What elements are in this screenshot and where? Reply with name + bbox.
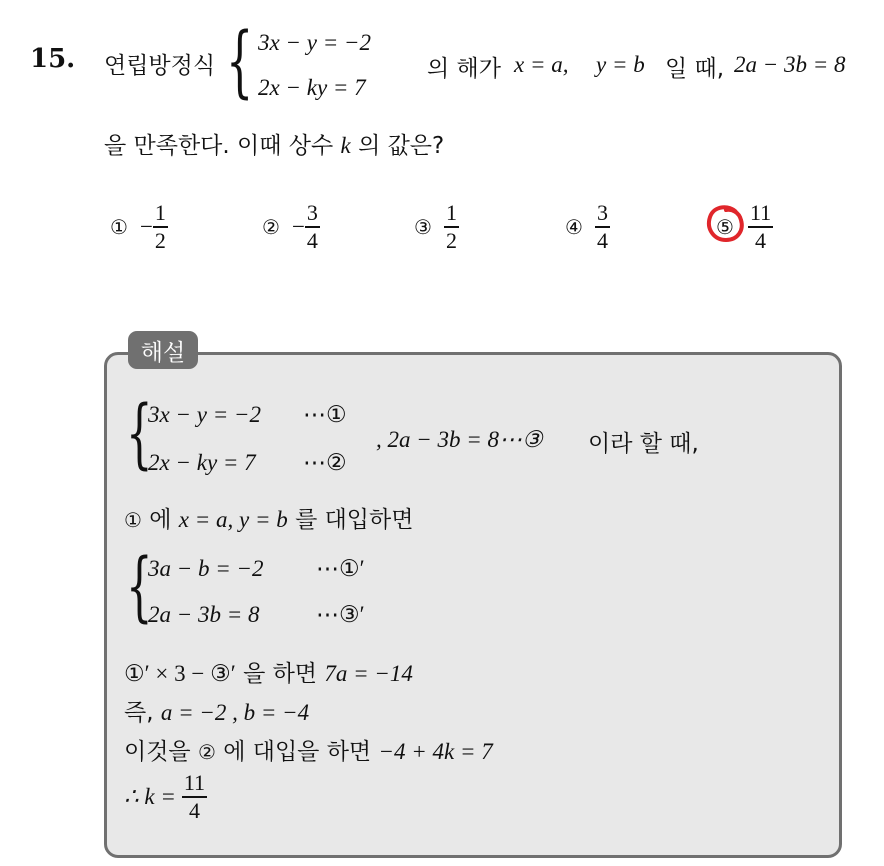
solution-step4 bbox=[124, 733, 493, 766]
option-4-fraction bbox=[595, 200, 610, 254]
question-line2-end: 의 값은? bbox=[358, 133, 445, 159]
solution-sys1-ref-2: ⋯② bbox=[303, 450, 347, 475]
final-lhs: ∴ k = bbox=[124, 783, 176, 809]
option-1-num: 1 bbox=[154, 200, 166, 225]
step1-math: x = a, y = b bbox=[178, 507, 288, 532]
solution-step2 bbox=[124, 655, 413, 688]
option-1-fraction bbox=[153, 200, 168, 254]
option-5-fraction bbox=[748, 200, 773, 254]
solution-sys2-eq-1: 3a − b = −2 bbox=[148, 556, 264, 581]
option-4[interactable] bbox=[565, 200, 610, 254]
option-5-num: 11 bbox=[749, 200, 772, 225]
option-4-num: 3 bbox=[596, 200, 608, 225]
question-when-text: 일 때, bbox=[665, 56, 725, 82]
option-4-den: 4 bbox=[596, 227, 608, 253]
question-k: k bbox=[340, 133, 351, 158]
question-line2-text: 을 만족한다. 이때 상수 bbox=[104, 133, 334, 159]
solution-sys1-ref-1: ⋯① bbox=[303, 402, 347, 427]
step3-text: 즉, bbox=[124, 700, 154, 726]
question-lead: 연립방정식 bbox=[104, 53, 216, 79]
step4-math: −4 + 4k = 7 bbox=[378, 739, 493, 764]
solution-sys1-tail-text: 이라 할 때, bbox=[588, 431, 699, 457]
question-mid-text: 의 해가 bbox=[427, 56, 501, 82]
option-5-marker: ⑤ bbox=[716, 214, 734, 239]
system-brace: { bbox=[226, 17, 254, 107]
solution-sys1-eq-2: 2x − ky = 7 bbox=[148, 450, 256, 475]
system-eq-1: 3x − y = −2 bbox=[258, 30, 371, 55]
option-5-den: 4 bbox=[755, 227, 767, 253]
solution-system2-brace: { bbox=[126, 541, 153, 630]
system-eq-2: 2x − ky = 7 bbox=[258, 75, 366, 100]
condition-y: y = b bbox=[596, 52, 645, 77]
final-fraction bbox=[182, 770, 207, 824]
answer-mark-icon bbox=[700, 200, 750, 248]
option-2-fraction bbox=[305, 200, 320, 254]
step1-text1: 에 bbox=[149, 507, 172, 533]
step4-ref: ② bbox=[197, 740, 216, 764]
option-3[interactable] bbox=[414, 200, 459, 254]
option-3-den: 2 bbox=[445, 227, 457, 253]
condition-ab: 2a − 3b = 8 bbox=[734, 52, 846, 77]
option-3-marker: ③ bbox=[414, 214, 432, 239]
solution-sys2-eq-2: 2a − 3b = 8 bbox=[148, 602, 260, 627]
question-number: 15. bbox=[30, 44, 76, 74]
solution-sys1-eq-1: 3x − y = −2 bbox=[148, 402, 261, 427]
solution-sys1-tail: , 2a − 3b = 8⋯③ bbox=[376, 427, 543, 452]
step2-math: ①′ × 3 − ③′ bbox=[124, 661, 236, 686]
step2-result: 7a = −14 bbox=[324, 661, 413, 686]
step1-ref: ① bbox=[124, 508, 142, 532]
step4-text2: 에 대입을 하면 bbox=[223, 739, 372, 765]
option-1-marker: ① bbox=[110, 214, 128, 239]
solution-system1-brace: { bbox=[126, 388, 153, 477]
option-2-num: 3 bbox=[306, 200, 318, 225]
step4-text1: 이것을 bbox=[124, 739, 191, 765]
question-line2 bbox=[104, 127, 444, 160]
option-2-marker: ② bbox=[262, 214, 280, 239]
option-2[interactable] bbox=[262, 200, 320, 254]
option-1-sign: − bbox=[139, 213, 153, 239]
option-1-den: 2 bbox=[154, 227, 166, 253]
solution-final bbox=[124, 770, 207, 824]
condition-x: x = a, bbox=[514, 52, 569, 77]
option-1[interactable] bbox=[110, 200, 168, 254]
option-3-num: 1 bbox=[445, 200, 457, 225]
solution-sys2-ref-1: ⋯①′ bbox=[316, 556, 365, 581]
final-num: 11 bbox=[183, 770, 206, 795]
option-2-den: 4 bbox=[306, 227, 318, 253]
solution-step1 bbox=[124, 501, 413, 534]
step3-math: a = −2 , b = −4 bbox=[160, 700, 310, 725]
final-den: 4 bbox=[188, 797, 200, 823]
option-3-fraction bbox=[444, 200, 459, 254]
step1-text2: 를 대입하면 bbox=[295, 507, 414, 533]
solution-step3 bbox=[124, 694, 309, 727]
solution-tag: 해설 bbox=[128, 331, 198, 369]
option-4-marker: ④ bbox=[565, 214, 583, 239]
solution-sys2-ref-2: ⋯③′ bbox=[316, 602, 365, 627]
step2-text: 을 하면 bbox=[243, 661, 318, 687]
option-2-sign: − bbox=[291, 213, 305, 239]
answer-mark-stroke bbox=[709, 207, 742, 240]
